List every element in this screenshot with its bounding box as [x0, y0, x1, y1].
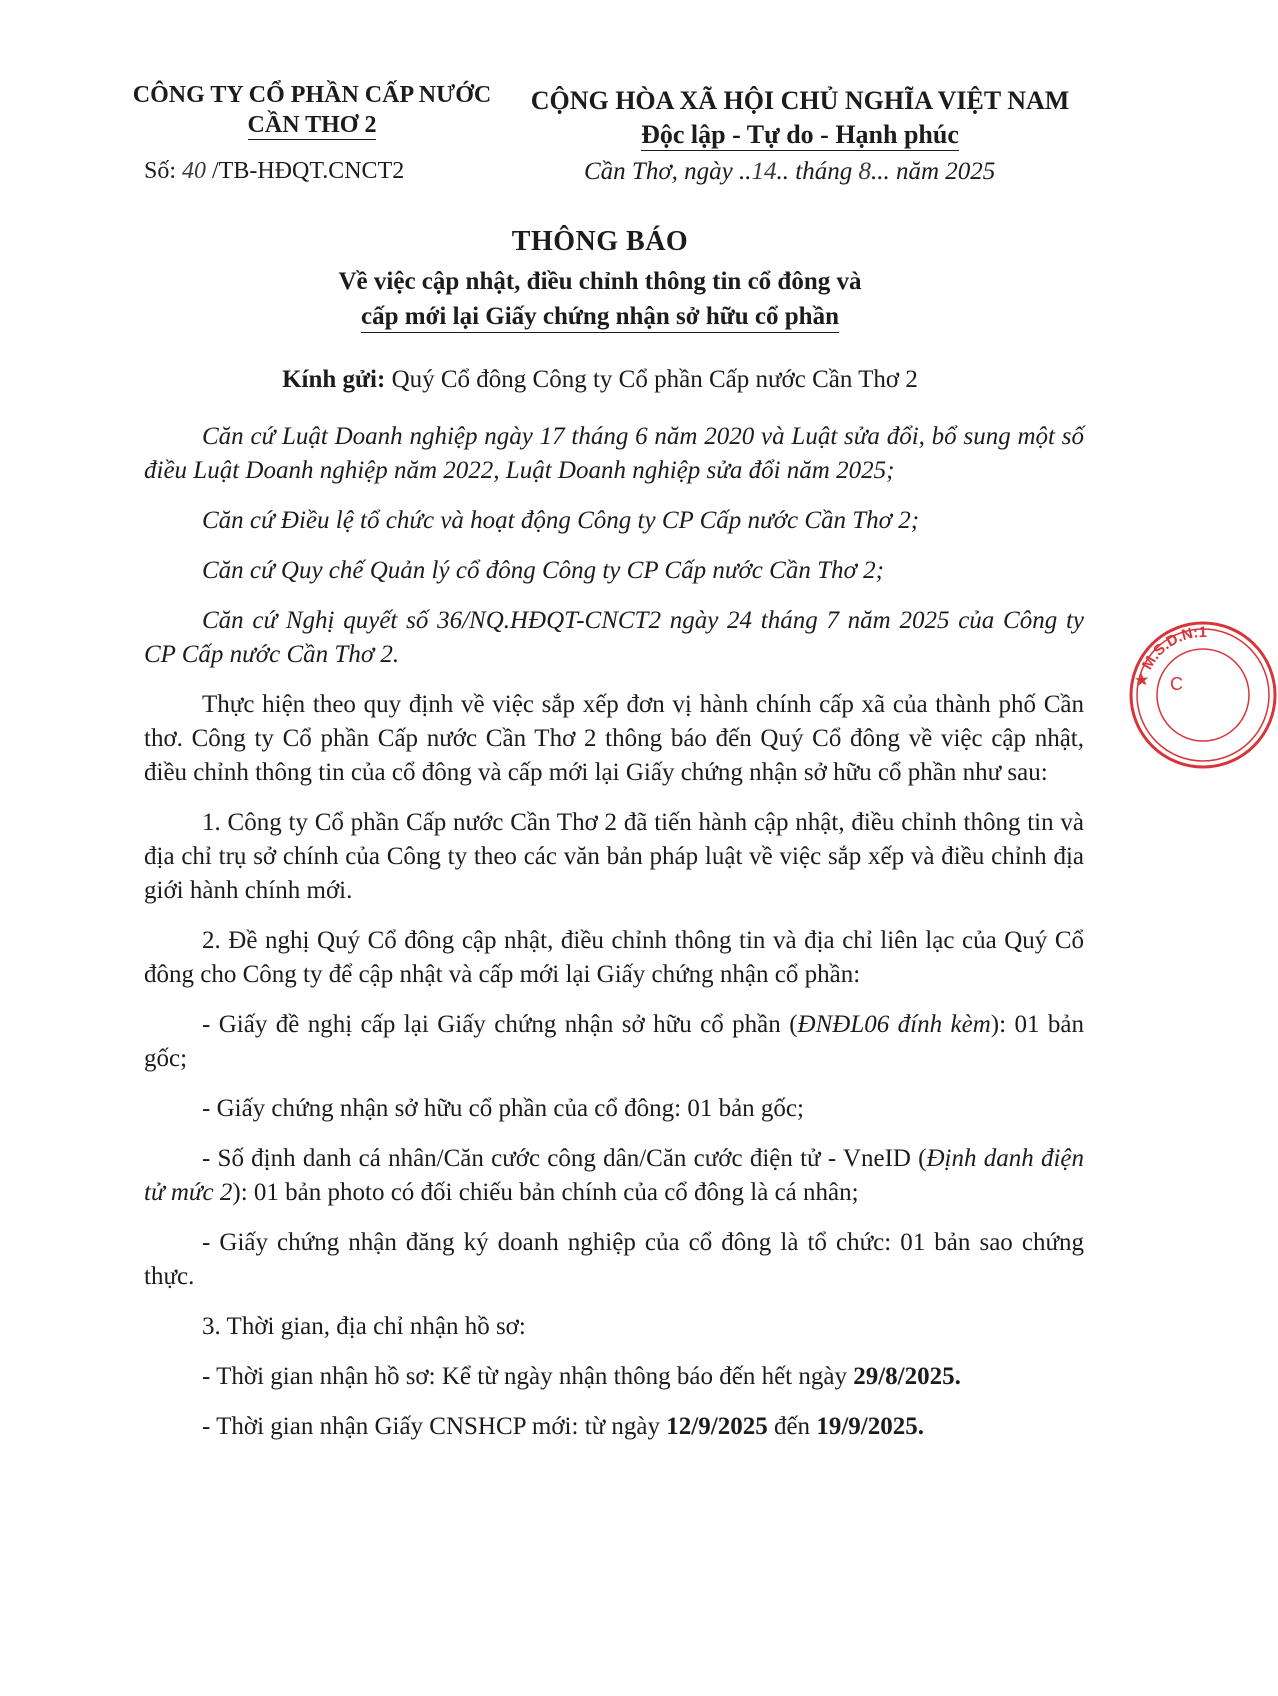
date-prefix: Cần Thơ, ngày .. [584, 158, 752, 185]
legal-basis-1: Căn cứ Luật Doanh nghiệp ngày 17 tháng 6 năm 2020 và Luật sửa đổi, bổ sung một số điều Luật Doanh nghiệp năm 2022, Luật Doanh nghiệp sửa đổi năm 2025; [144, 423, 1084, 484]
legal-basis-3: Căn cứ Quy chế Quản lý cổ đông Công ty CP Cấp nước Cần Thơ 2; [202, 557, 884, 584]
docno-handwritten-number: 40 [182, 158, 207, 184]
document-number [144, 158, 404, 185]
subtitle-line2: cấp mới lại Giấy chứng nhận sở hữu cổ phần [361, 301, 839, 333]
timeline-new-certificate: - Thời gian nhận Giấy CNSHCP mới: từ ngày 12/9/2025 đến 19/9/2025. [202, 1413, 924, 1440]
national-motto: Độc lập - Tự do - Hạnh phúc [641, 120, 959, 149]
legal-basis-2: Căn cứ Điều lệ tổ chức và hoạt động Công ty CP Cấp nước Cần Thơ 2; [202, 507, 920, 534]
item-1-paragraph: 1. Công ty Cổ phần Cấp nước Cần Thơ 2 đã tiến hành cập nhật, điều chỉnh thông tin và địa chỉ trụ sở chính của Công ty theo các văn bản pháp luật về việc sắp xếp và điều chỉnh địa giới hành chính mới. [144, 809, 1084, 904]
required-doc-3: - Số định danh cá nhân/Căn cước công dân/Căn cước điện tử - VneID (Định danh điện tử mức 2): 01 bản photo có đối chiếu bản chính của cổ đông là cá nhân; [144, 1145, 1084, 1206]
recipient-label: Kính gửi: [282, 366, 386, 393]
item-3-paragraph: 3. Thời gian, địa chỉ nhận hồ sơ: [202, 1313, 526, 1340]
company-header [112, 80, 512, 140]
docno-suffix: /TB-HĐQT.CNCT2 [206, 158, 405, 184]
recipient-line [0, 366, 1200, 394]
legal-basis-4: Căn cứ Nghị quyết số 36/NQ.HĐQT-CNCT2 ngày 24 tháng 7 năm 2025 của Công ty CP Cấp nước Cần Thơ 2. [144, 607, 1084, 668]
document-subtitle [0, 264, 1200, 334]
date-handwritten-day: 14 [751, 158, 777, 185]
country-name: CỘNG HÒA XÃ HỘI CHỦ NGHĨA VIỆT NAM [530, 86, 1070, 115]
company-name-line1: CÔNG TY CỔ PHẦN CẤP NƯỚC [132, 82, 492, 108]
document-body [144, 420, 1084, 1460]
timeline-receive-docs: - Thời gian nhận hồ sơ: Kể từ ngày nhận thông báo đến hết ngày 29/8/2025. [202, 1363, 961, 1390]
national-header [520, 84, 1080, 152]
company-seal-stamp [1128, 620, 1278, 770]
subtitle-line1: Về việc cập nhật, điều chỉnh thông tin cổ đông và [338, 268, 862, 295]
document-title: THÔNG BÁO [511, 226, 689, 257]
date-handwritten-month: 8 [858, 158, 871, 185]
company-name-line2: CẦN THƠ 2 [247, 112, 377, 138]
item-2-paragraph: 2. Đề nghị Quý Cổ đông cập nhật, điều chỉnh thông tin và địa chỉ liên lạc của Quý Cổ đông cho Công ty để cập nhật và cấp mới lại Giấy chứng nhận cổ phần: [144, 927, 1084, 988]
intro-paragraph: Thực hiện theo quy định về việc sắp xếp đơn vị hành chính cấp xã của thành phố Cần thơ. Công ty Cổ phần Cấp nước Cần Thơ 2 thông báo đến Quý Cổ đông về việc cập nhật, điều chỉnh thông tin của cổ đông và cấp mới lại Giấy chứng nhận sở hữu cổ phần như sau: [144, 691, 1084, 786]
issue-date [584, 158, 995, 186]
svg-text:★ M.S.D.N:1: ★ M.S.D.N:1 [1132, 623, 1208, 689]
docno-prefix: Số: [144, 158, 183, 184]
required-doc-1: - Giấy đề nghị cấp lại Giấy chứng nhận sở hữu cổ phần (ĐNĐL06 đính kèm): 01 bản gốc; [144, 1011, 1084, 1072]
required-doc-4: - Giấy chứng nhận đăng ký doanh nghiệp của cổ đông là tổ chức: 01 bản sao chứng thực. [144, 1229, 1084, 1290]
required-doc-2: - Giấy chứng nhận sở hữu cổ phần của cổ đông: 01 bản gốc; [202, 1095, 804, 1122]
date-suffix: ... năm 2025 [870, 158, 996, 185]
recipient-text: Quý Cổ đông Công ty Cổ phần Cấp nước Cần Thơ 2 [385, 366, 918, 393]
date-mid: .. tháng [776, 158, 859, 185]
svg-text:C: C [1170, 674, 1183, 694]
